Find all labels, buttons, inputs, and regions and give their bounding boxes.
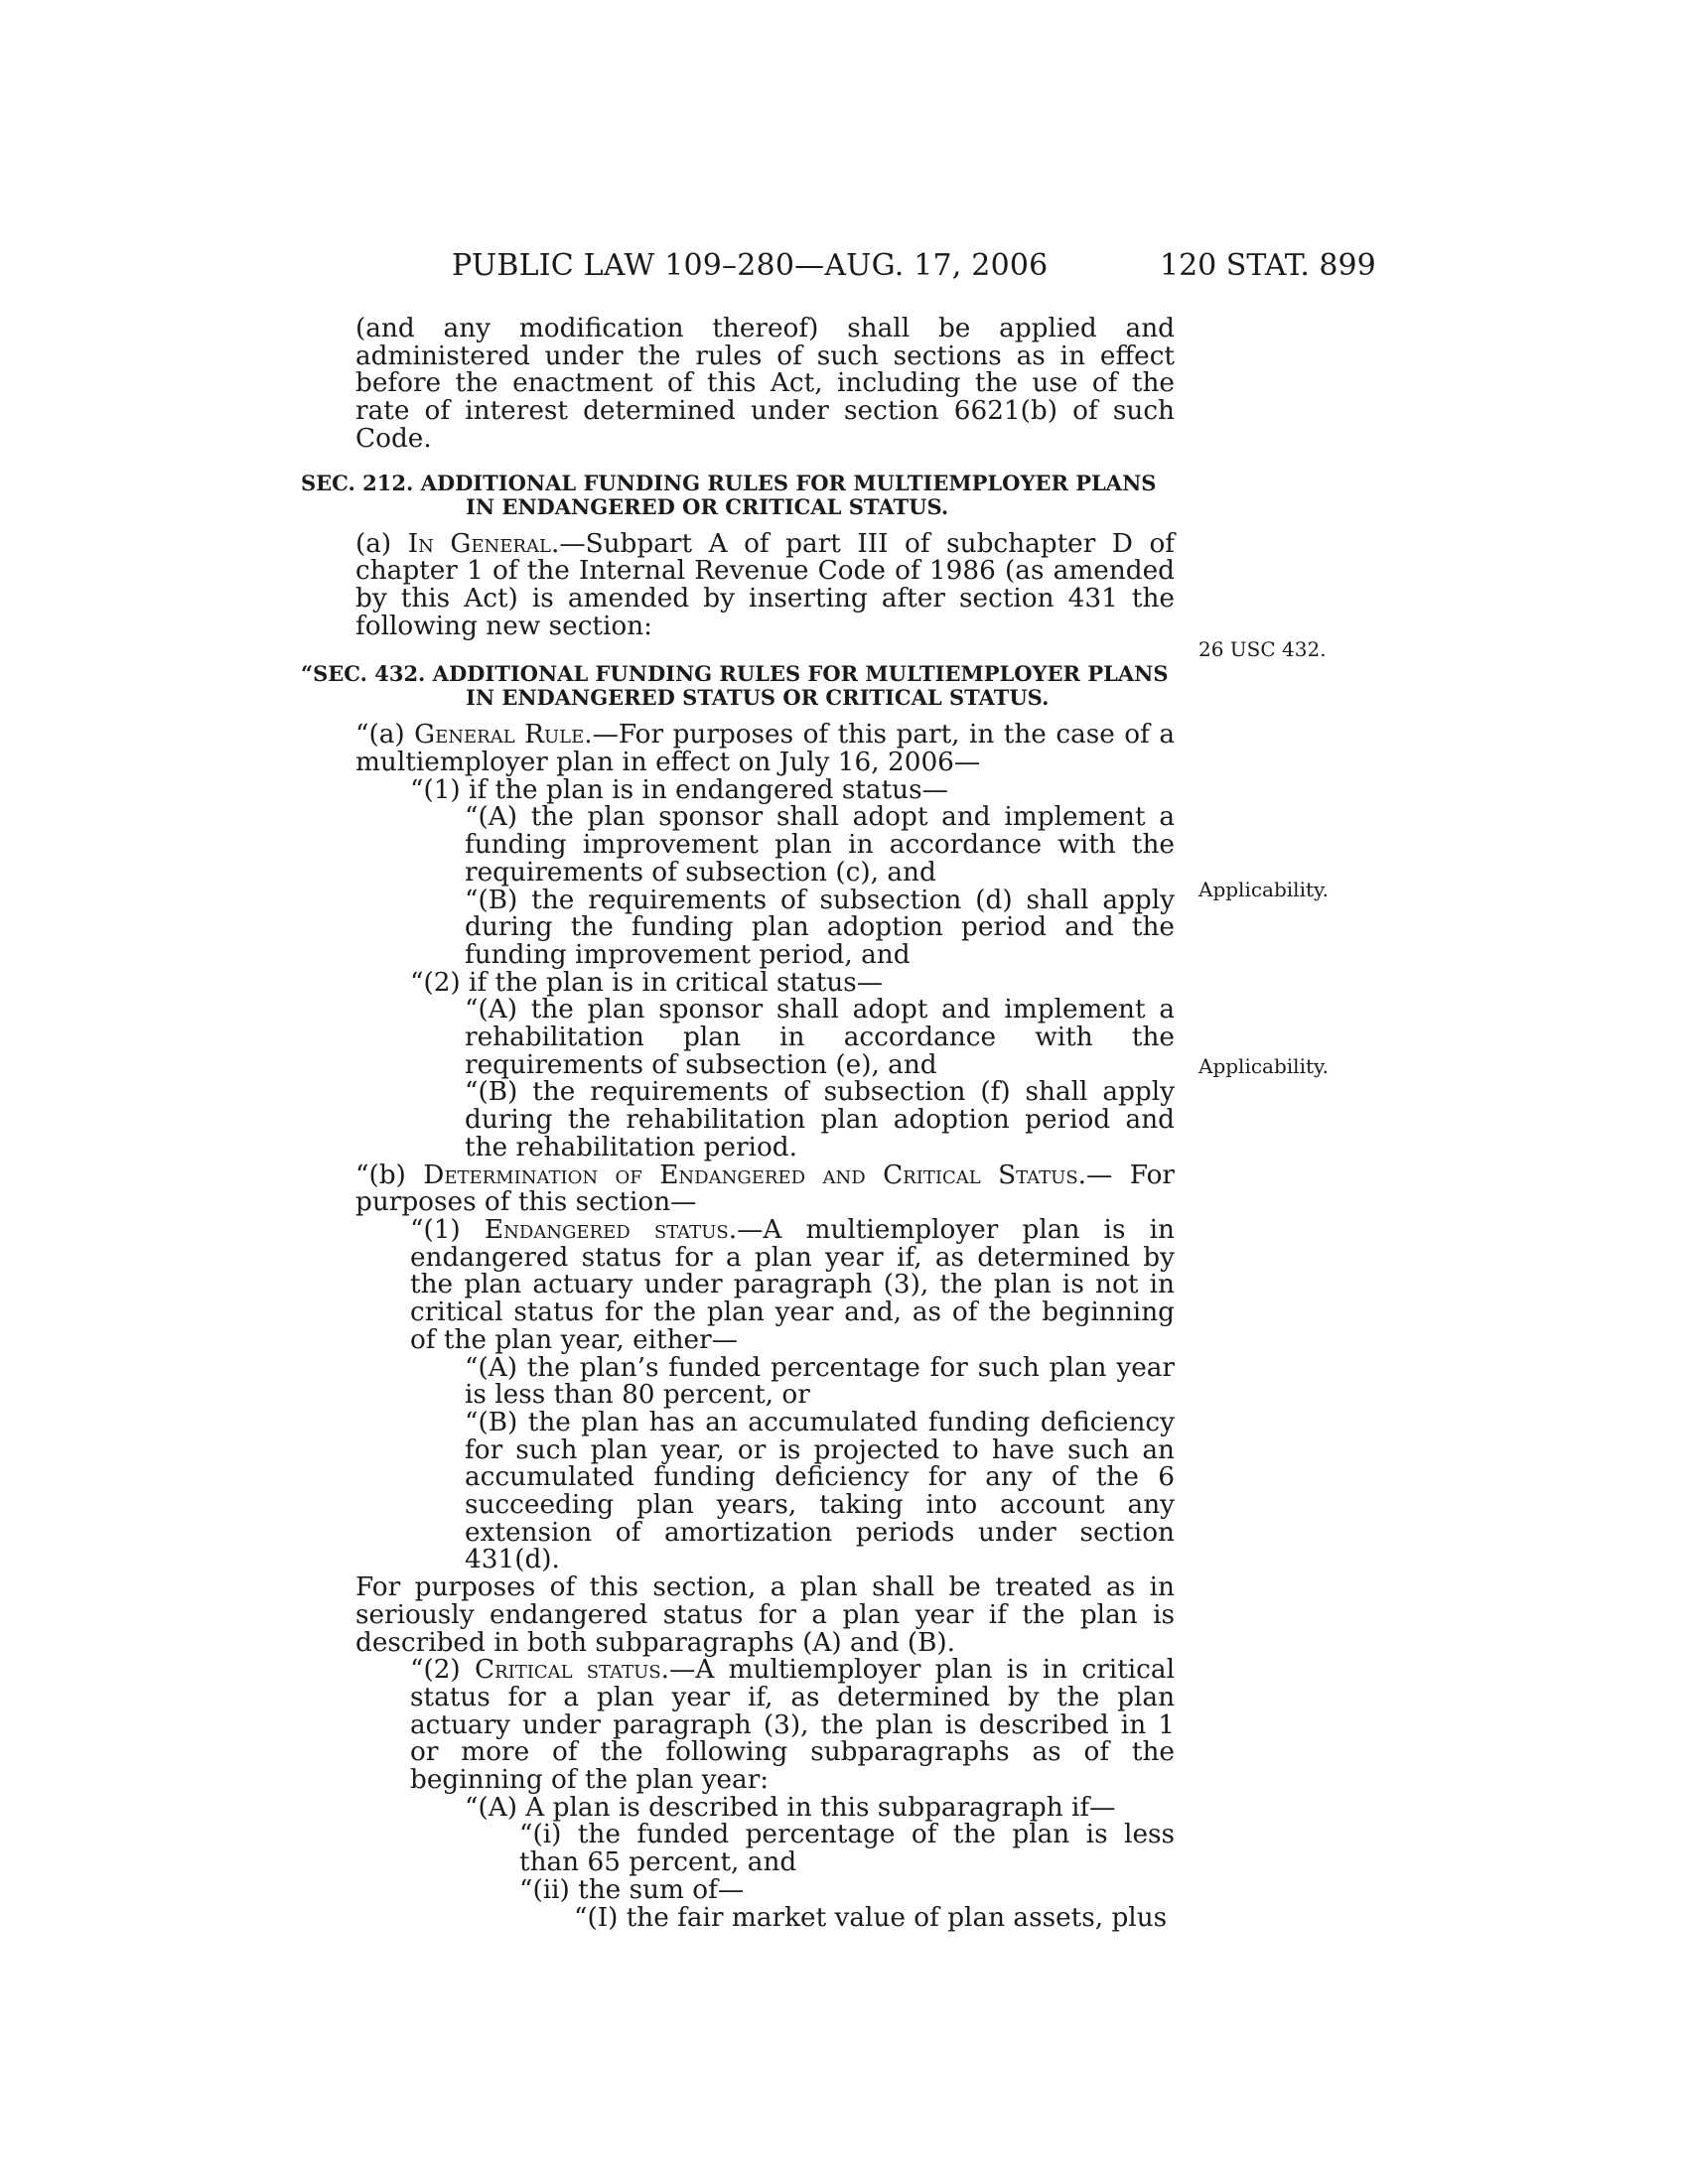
sec432-a-1-A: “(A) the plan sponsor shall adopt and implement a funding improvement plan in accordance with the requirements of subsection (c), and: [465, 802, 1175, 887]
sec432-a-text: —For purposes of this part, in the case of a multiemployer plan in effect on July 16, 2006—: [355, 720, 1175, 778]
sec432-b-1-heading: Endangered status.: [484, 1214, 738, 1245]
subsection-a-heading: In General.: [407, 528, 560, 559]
sec432-b-lead: “(b): [355, 1160, 424, 1190]
sec432-b-1-flush-text: For purposes of this section, a plan shall be treated as in seriously endangered status for a plan year if the plan is described in both subparagraphs (A) and (B).: [355, 1572, 1175, 1658]
sec432-a-2: “(2) if the plan is in critical status—: [410, 967, 884, 998]
sec432-a-general-rule: [301, 722, 1175, 776]
sec432-b-1-lead: “(1): [410, 1214, 485, 1245]
sec432-a-1-B: “(B) the requirements of subsection (d) shall apply during the funding plan adoption period and the funding improvement period, and: [465, 885, 1175, 970]
sec432-b-1-B: “(B) the plan has an accumulated funding deficiency for such plan year, or is projected to have such an accumulated funding deficiency for any of the 6 succeeding plan years, taking into account any extension of amortization periods under section 431(d).: [465, 1407, 1175, 1575]
sec432-b-2-heading: Critical status.: [474, 1655, 670, 1686]
section-212-heading-line1: SEC. 212. ADDITIONAL FUNDING RULES FOR MULTIEMPLOYER PLANS: [301, 470, 1157, 495]
sec432-b-2: [301, 1657, 1175, 1795]
sec432-a-2-A: “(A) the plan sponsor shall adopt and implement a rehabilitation plan in accordance with the requirements of subsection (e), and: [465, 995, 1175, 1080]
section-432-heading-line2: IN ENDANGERED STATUS OR CRITICAL STATUS.: [466, 685, 1050, 711]
sec432-b-1: [301, 1214, 1175, 1355]
sec432-b-determination: [301, 1162, 1175, 1217]
sec432-a-2-B: “(B) the requirements of subsection (f) shall apply during the rehabilitation plan adoption period and the rehabilitation period.: [465, 1077, 1175, 1162]
section-212-heading: [301, 472, 1175, 519]
subsection-a-text: —Subpart A of part III of subchapter D of chapter 1 of the Internal Revenue Code of 1986 (as amended by this Act) is amended by inserting after section 431 the following new section:: [355, 528, 1176, 641]
sec432-a-heading: General Rule.: [414, 720, 593, 751]
sec432-b-2-A-i: “(i) the funded percentage of the plan is less than 65 percent, and: [519, 1820, 1175, 1878]
sec432-b-2-lead: “(2): [410, 1655, 475, 1686]
paragraph-continuation: (and any modification thereof) shall be applied and administered under the rules of such sections as in effect before the enactment of this Act, including the use of the rate of interest determined under section 6621(b) of such Code.: [355, 314, 1175, 454]
sec432-b-heading: Determination of Endangered and Critical Status.: [423, 1160, 1087, 1190]
sec432-b-2-A-ii: “(ii) the sum of—: [519, 1874, 745, 1905]
running-header: PUBLIC LAW 109–280—AUG. 17, 2006: [452, 248, 1049, 283]
section-432-heading: [301, 662, 1175, 710]
margin-note-usc: 26 USC 432.: [1198, 637, 1327, 661]
subsection-a-lead: (a): [355, 528, 408, 559]
subsection-a-in-general: [301, 528, 1176, 641]
sec432-b-1-A: “(A) the plan’s funded percentage for such plan year is less than 80 percent, or: [465, 1352, 1175, 1411]
sec432-b-2-A: “(A) A plan is described in this subparagraph if—: [465, 1792, 1116, 1823]
margin-note-applicability-1: Applicability.: [1198, 878, 1329, 901]
sec432-b-text: — For purposes of this section—: [355, 1160, 1175, 1218]
sec432-a-1: “(1) if the plan is in endangered status—: [410, 774, 948, 805]
document-body: [301, 316, 1175, 1932]
sec432-b-1-text: —A multiemployer plan is in endangered status for a plan year if, as determined by the plan actuary under paragraph (3), the plan is not in critical status for the plan year and, as of the beginning of the plan year, either—: [410, 1214, 1175, 1355]
sec432-a-lead: “(a): [355, 720, 415, 751]
statute-page-number: 120 STAT. 899: [1160, 248, 1376, 283]
sec432-b-2-text: —A multiemployer plan is in critical status for a plan year if, as determined by the plan actuary under paragraph (3), the plan is described in 1 or more of the following subparagraphs as of the beginning of the plan year:: [410, 1655, 1175, 1796]
section-432-heading-line1: “SEC. 432. ADDITIONAL FUNDING RULES FOR MULTIEMPLOYER PLANS: [301, 661, 1169, 687]
sec432-b-2-A-ii-I: “(I) the fair market value of plan assets, plus: [574, 1902, 1168, 1933]
margin-note-applicability-2: Applicability.: [1198, 1054, 1329, 1078]
section-212-heading-line2: IN ENDANGERED OR CRITICAL STATUS.: [466, 493, 949, 519]
